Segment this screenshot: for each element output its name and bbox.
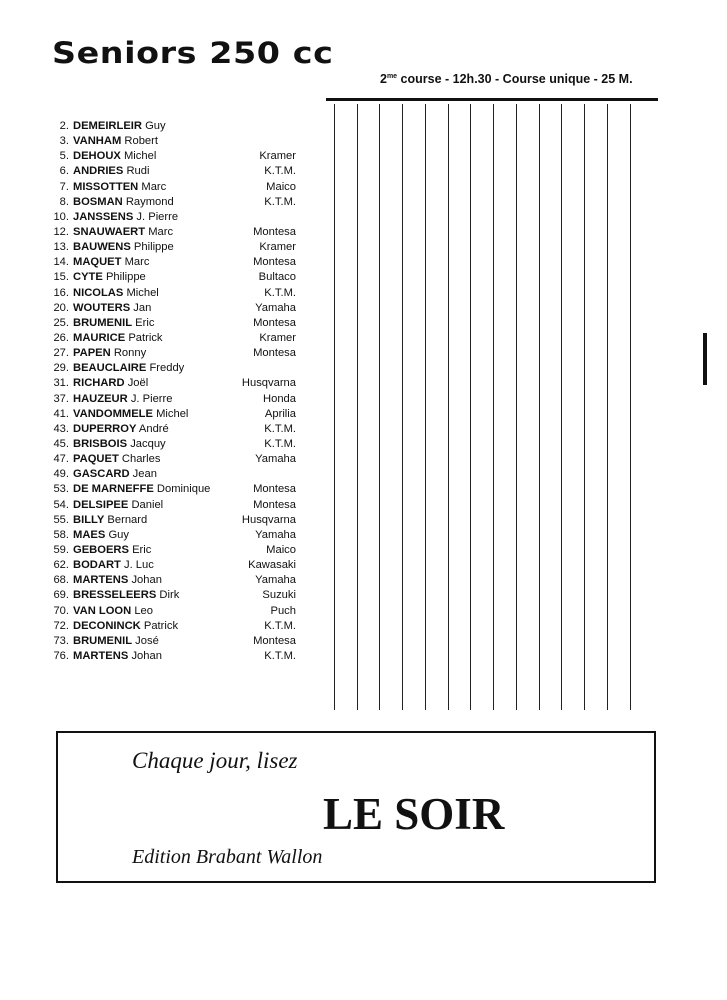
- rider-firstname: J. Pierre: [130, 392, 173, 405]
- rider-firstname: Marc: [124, 256, 150, 269]
- rider-number: 72.: [53, 619, 69, 632]
- rider-surname: NICOLAS: [73, 286, 124, 299]
- rider-firstname: Guy: [108, 528, 129, 541]
- rider-brand: K.T.M.: [264, 619, 296, 632]
- rider-surname: MARTENS: [73, 649, 129, 662]
- margin-mark: [703, 333, 707, 385]
- rider-number: 58.: [53, 528, 69, 541]
- rider-surname: BEAUCLAIRE: [73, 362, 147, 375]
- rider-surname: RICHARD: [73, 377, 125, 390]
- rider-surname: BRUMENIL: [73, 634, 133, 647]
- lap-grid-line: [516, 104, 517, 710]
- rider-surname: CYTE: [73, 271, 103, 284]
- rider-brand: Husqvarna: [241, 513, 296, 526]
- rider-row: [40, 528, 300, 543]
- rider-firstname: Patrick: [143, 619, 179, 632]
- rider-surname: PAQUET: [73, 453, 119, 466]
- rider-firstname: Robert: [124, 135, 158, 148]
- rider-brand: Montesa: [253, 634, 296, 647]
- rider-surname: DEHOUX: [73, 150, 121, 163]
- rider-firstname: Marc: [148, 225, 174, 238]
- rider-brand: Kramer: [259, 331, 296, 344]
- ad-tagline: Chaque jour, lisez: [132, 748, 298, 773]
- rider-surname: HAUZEUR: [73, 392, 128, 405]
- rider-brand: Montesa: [253, 256, 296, 269]
- rider-row: [40, 195, 300, 210]
- lap-grid-line: [425, 104, 426, 710]
- rider-firstname: Eric: [132, 543, 152, 556]
- rider-surname: VANDOMMELE: [73, 407, 153, 420]
- rider-firstname: Daniel: [131, 498, 164, 511]
- rider-surname: GASCARD: [73, 468, 130, 481]
- rider-row: [40, 331, 300, 346]
- lap-grid-line: [561, 104, 562, 710]
- rider-firstname: Patrick: [128, 331, 163, 344]
- rider-list: [40, 119, 300, 664]
- rider-number: 68.: [53, 574, 69, 587]
- rider-row: [40, 422, 300, 437]
- rider-firstname: Freddy: [149, 362, 185, 375]
- rider-number: 37.: [53, 392, 69, 405]
- rider-surname: BILLY: [73, 513, 105, 526]
- rider-firstname: Charles: [121, 453, 161, 466]
- lap-grid-line: [334, 104, 335, 710]
- rider-brand: Suzuki: [262, 589, 296, 602]
- rider-surname: SNAUWAERT: [73, 225, 146, 238]
- rider-brand: Kramer: [259, 150, 296, 163]
- rider-firstname: Michel: [126, 286, 159, 299]
- rider-row: [40, 240, 300, 255]
- lap-grid-line: [584, 104, 585, 710]
- rider-row: [40, 437, 300, 452]
- table-top-rule: [326, 98, 658, 101]
- rider-brand: Yamaha: [255, 574, 296, 587]
- rider-surname: DELSIPEE: [73, 498, 129, 511]
- rider-row: [40, 452, 300, 467]
- rider-brand: Montesa: [253, 347, 296, 360]
- rider-brand: Maico: [266, 543, 296, 556]
- rider-number: 62.: [53, 559, 69, 572]
- rider-firstname: Eric: [135, 316, 155, 329]
- rider-number: 8.: [59, 195, 69, 208]
- rider-row: [40, 588, 300, 603]
- rider-number: 12.: [53, 225, 69, 238]
- rider-firstname: Jacquy: [130, 437, 166, 450]
- lap-grid-line: [402, 104, 403, 710]
- rider-row: [40, 255, 300, 270]
- rider-brand: Montesa: [253, 483, 296, 496]
- rider-number: 5.: [59, 150, 69, 163]
- rider-brand: Husqvarna: [241, 377, 296, 390]
- rider-number: 54.: [53, 498, 69, 511]
- rider-firstname: Jean: [132, 468, 157, 481]
- race-number-suffix: me: [386, 72, 398, 80]
- rider-surname: VAN LOON: [73, 604, 132, 617]
- rider-row: [40, 149, 300, 164]
- rider-surname: BOSMAN: [73, 195, 123, 208]
- rider-row: [40, 649, 300, 664]
- rider-firstname: Leo: [134, 604, 153, 617]
- rider-surname: MAES: [73, 528, 106, 541]
- rider-surname: MAQUET: [73, 256, 122, 269]
- rider-row: [40, 392, 300, 407]
- rider-number: 10.: [53, 210, 69, 223]
- lap-grid-line: [493, 104, 494, 710]
- rider-firstname: André: [138, 422, 169, 435]
- rider-firstname: Johan: [131, 574, 162, 587]
- rider-brand: Montesa: [253, 316, 296, 329]
- rider-firstname: Bernard: [107, 513, 148, 526]
- rider-firstname: Dirk: [159, 589, 180, 602]
- rider-firstname: Philippe: [133, 241, 174, 254]
- lap-grid-line: [607, 104, 608, 710]
- rider-row: [40, 498, 300, 513]
- rider-brand: Honda: [263, 392, 296, 405]
- lap-grid-line: [539, 104, 540, 710]
- rider-number: 7.: [59, 180, 69, 193]
- ad-edition: Edition Brabant Wallon: [132, 846, 323, 868]
- race-number: 2: [380, 72, 387, 86]
- rider-surname: ANDRIES: [73, 165, 124, 178]
- rider-number: 13.: [53, 241, 69, 254]
- rider-row: [40, 558, 300, 573]
- rider-firstname: Marc: [141, 180, 167, 193]
- lap-grid-line: [448, 104, 449, 710]
- rider-number: 27.: [53, 347, 69, 360]
- rider-brand: Yamaha: [255, 301, 296, 314]
- rider-brand: Puch: [270, 604, 296, 617]
- ad-newspaper-name: LE SOIR: [323, 789, 505, 839]
- rider-surname: BRESSELEERS: [73, 589, 157, 602]
- rider-brand: K.T.M.: [264, 286, 296, 299]
- rider-number: 76.: [53, 649, 69, 662]
- rider-number: 43.: [53, 422, 69, 435]
- rider-surname: BRUMENIL: [73, 316, 133, 329]
- rider-number: 16.: [53, 286, 69, 299]
- rider-surname: DUPERROY: [73, 422, 137, 435]
- rider-surname: BAUWENS: [73, 241, 131, 254]
- lap-grid-line: [357, 104, 358, 710]
- rider-surname: DEMEIRLEIR: [73, 120, 142, 132]
- rider-firstname: J. Luc: [123, 559, 154, 572]
- rider-surname: MAURICE: [73, 331, 126, 344]
- rider-firstname: Jan: [133, 301, 152, 314]
- rider-row: [40, 376, 300, 391]
- rider-firstname: Dominique: [156, 483, 211, 496]
- rider-number: 47.: [53, 453, 69, 466]
- rider-row: [40, 134, 300, 149]
- rider-row: [40, 119, 300, 134]
- rider-surname: VANHAM: [73, 135, 122, 148]
- rider-brand: Bultaco: [258, 271, 296, 284]
- rider-number: 55.: [53, 513, 69, 526]
- rider-row: [40, 301, 300, 316]
- rider-row: [40, 270, 300, 285]
- rider-firstname: Michel: [123, 150, 157, 163]
- rider-surname: GEBOERS: [73, 543, 129, 556]
- rider-number: 6.: [59, 165, 69, 178]
- rider-brand: Montesa: [253, 225, 296, 238]
- rider-surname: MISSOTTEN: [73, 180, 139, 193]
- advertisement-box: [56, 731, 656, 883]
- rider-number: 29.: [53, 362, 69, 375]
- rider-surname: JANSSENS: [73, 210, 134, 223]
- rider-firstname: J. Pierre: [136, 210, 179, 223]
- rider-row: [40, 513, 300, 528]
- rider-row: [40, 286, 300, 301]
- rider-row: [40, 573, 300, 588]
- rider-row: [40, 346, 300, 361]
- rider-row: [40, 225, 300, 240]
- rider-row: [40, 482, 300, 497]
- rider-brand: K.T.M.: [264, 649, 296, 662]
- rider-row: [40, 210, 300, 225]
- rider-row: [40, 467, 300, 482]
- rider-number: 15.: [53, 271, 69, 284]
- rider-brand: K.T.M.: [264, 165, 296, 178]
- page-title: Seniors 250 cc: [52, 36, 334, 70]
- rider-number: 20.: [53, 301, 69, 314]
- rider-number: 45.: [53, 437, 69, 450]
- rider-surname: MARTENS: [73, 574, 129, 587]
- rider-number: 14.: [53, 256, 69, 269]
- lap-grid-line: [379, 104, 380, 710]
- rider-brand: Kramer: [259, 241, 296, 254]
- rider-firstname: Joël: [127, 377, 149, 390]
- rider-row: [40, 604, 300, 619]
- rider-brand: Maico: [266, 180, 296, 193]
- lap-grid: [334, 104, 634, 710]
- rider-surname: PAPEN: [73, 347, 111, 360]
- race-details: course - 12h.30 - Course unique - 25 M.: [397, 72, 633, 86]
- rider-row: [40, 164, 300, 179]
- rider-row: [40, 316, 300, 331]
- rider-surname: DE MARNEFFE: [73, 483, 154, 496]
- rider-firstname: Raymond: [125, 195, 174, 208]
- rider-number: 31.: [53, 377, 69, 390]
- rider-brand: Yamaha: [255, 528, 296, 541]
- rider-number: 49.: [53, 468, 69, 481]
- rider-number: 2.: [59, 120, 69, 132]
- rider-firstname: Michel: [156, 407, 189, 420]
- rider-row: [40, 407, 300, 422]
- rider-brand: K.T.M.: [264, 437, 296, 450]
- rider-brand: Kawasaki: [248, 559, 296, 572]
- lap-grid-line: [470, 104, 471, 710]
- rider-firstname: Rudi: [126, 165, 150, 178]
- lap-grid-line: [630, 104, 631, 710]
- rider-number: 70.: [53, 604, 69, 617]
- race-subtitle: [380, 72, 633, 86]
- rider-firstname: José: [135, 634, 159, 647]
- rider-number: 73.: [53, 634, 69, 647]
- rider-number: 25.: [53, 316, 69, 329]
- rider-firstname: Philippe: [105, 271, 146, 284]
- rider-number: 3.: [59, 135, 69, 148]
- rider-number: 53.: [53, 483, 69, 496]
- rider-surname: BODART: [73, 559, 121, 572]
- rider-brand: Montesa: [253, 498, 296, 511]
- rider-row: [40, 619, 300, 634]
- rider-brand: K.T.M.: [264, 195, 296, 208]
- rider-brand: K.T.M.: [264, 422, 296, 435]
- rider-surname: WOUTERS: [73, 301, 131, 314]
- rider-firstname: Guy: [145, 120, 166, 132]
- rider-number: 69.: [53, 589, 69, 602]
- rider-surname: DECONINCK: [73, 619, 141, 632]
- rider-row: [40, 180, 300, 195]
- rider-number: 41.: [53, 407, 69, 420]
- rider-row: [40, 361, 300, 376]
- rider-firstname: Johan: [131, 649, 162, 662]
- rider-surname: BRISBOIS: [73, 437, 128, 450]
- rider-firstname: Ronny: [113, 347, 147, 360]
- rider-number: 26.: [53, 331, 69, 344]
- rider-number: 59.: [53, 543, 69, 556]
- rider-row: [40, 634, 300, 649]
- rider-row: [40, 543, 300, 558]
- rider-brand: Aprilia: [264, 407, 296, 420]
- rider-brand: Yamaha: [255, 453, 296, 466]
